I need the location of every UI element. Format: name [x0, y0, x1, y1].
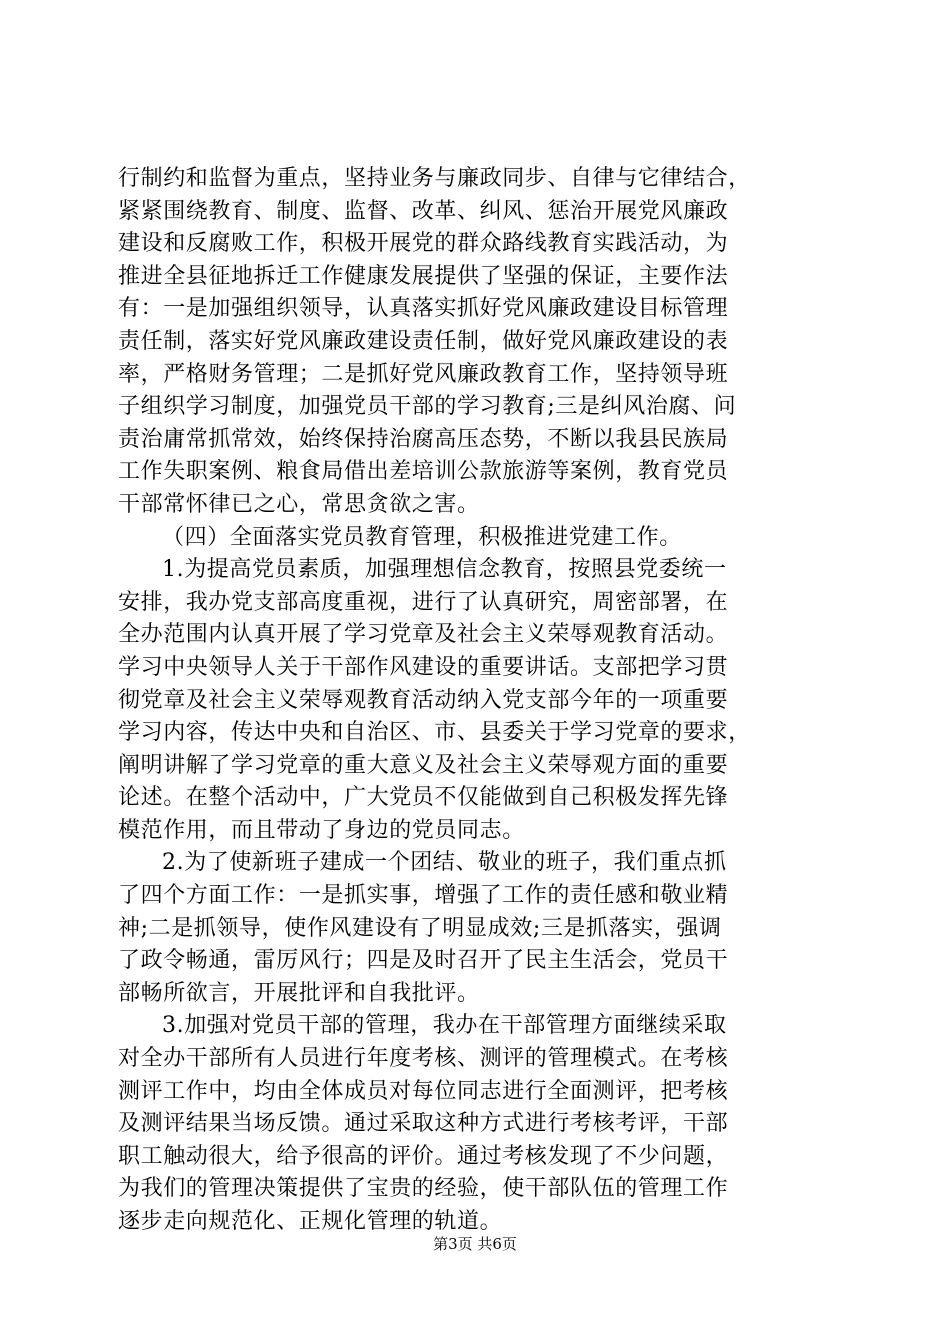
text-line: 对全办干部所有人员进行年度考核、测评的管理模式。在考核	[118, 1046, 729, 1072]
text-line: 率，严格财务管理；二是抓好党风廉政教育工作，坚持领导班	[118, 361, 729, 387]
text-line: 为我们的管理决策提供了宝贵的经验，使干部队伍的管理工作	[118, 1176, 729, 1202]
text-line: 子组织学习制度，加强党员干部的学习教育;三是纠风治腐、问	[118, 394, 737, 420]
text-line: 神;二是抓领导，使作风建设有了明显成效;三是抓落实，强调	[118, 915, 722, 941]
text-line: 了政令畅通，雷厉风行；四是及时召开了民主生活会，党员干	[118, 948, 729, 974]
text-line: （四）全面落实党员教育管理，积极推进党建工作。	[162, 524, 682, 550]
text-line: 建设和反腐败工作，积极开展党的群众路线教育实践活动，为	[118, 231, 729, 257]
text-line: 了四个方面工作：一是抓实事，增强了工作的责任感和敬业精	[118, 883, 729, 909]
text-line: 紧紧围绕教育、制度、监督、改革、纠风、惩治开展党风廉政	[118, 198, 729, 224]
text-line: 工作失职案例、粮食局借出差培训公款旅游等案例，教育党员	[118, 459, 729, 485]
text-line: 逐步走向规范化、正规化管理的轨道。	[118, 1209, 503, 1234]
text-line: 行制约和监督为重点，坚持业务与廉政同步、自律与它律结合，	[118, 166, 751, 191]
text-line: 学习中央领导人关于干部作风建设的重要讲话。支部把学习贯	[118, 654, 729, 680]
text-line: 责任制，落实好党风廉政建设责任制，做好党风廉政建设的表	[118, 328, 729, 354]
document-body	[118, 163, 840, 1239]
text-line: 模范作用，而且带动了身边的党员同志。	[118, 817, 525, 843]
page-footer: 第3页 共6页	[433, 1235, 517, 1253]
text-line: 学习内容，传达中央和自治区、市、县委关于学习党章的要求，	[118, 720, 751, 746]
text-line: 安排，我办党支部高度重视，进行了认真研究，周密部署，在	[118, 589, 729, 615]
text-line: 推进全县征地拆迁工作健康发展提供了坚强的保证，主要作法	[118, 263, 729, 289]
text-line: 3.加强对党员干部的管理，我办在干部管理方面继续采取	[162, 1013, 727, 1039]
text-line: 责治庸常抓常效，始终保持治腐高压态势，不断以我县民族局	[118, 426, 729, 452]
text-line: 及测评结果当场反馈。通过采取这种方式进行考核考评，干部	[118, 1111, 729, 1137]
text-line: 部畅所欲言，开展批评和自我批评。	[118, 980, 480, 1006]
text-line: 论述。在整个活动中，广大党员不仅能做到自己积极发挥先锋	[118, 785, 729, 811]
text-line: 彻党章及社会主义荣辱观教育活动纳入党支部今年的一项重要	[118, 687, 729, 713]
text-line: 1.为提高党员素质，加强理想信念教育，按照县党委统一	[162, 557, 727, 583]
text-line: 职工触动很大，给予很高的评价。通过考核发现了不少问题，	[118, 1143, 729, 1169]
text-line: 2.为了使新班子建成一个团结、敬业的班子，我们重点抓	[162, 850, 727, 876]
text-line: 全办范围内认真开展了学习党章及社会主义荣辱观教育活动。	[118, 622, 729, 648]
text-line: 测评工作中，均由全体成员对每位同志进行全面测评，把考核	[118, 1078, 729, 1104]
text-line: 阐明讲解了学习党章的重大意义及社会主义荣辱观方面的重要	[118, 752, 729, 778]
text-line: 有：一是加强组织领导，认真落实抓好党风廉政建设目标管理	[118, 296, 729, 322]
text-line: 干部常怀律已之心，常思贪欲之害。	[118, 491, 480, 517]
